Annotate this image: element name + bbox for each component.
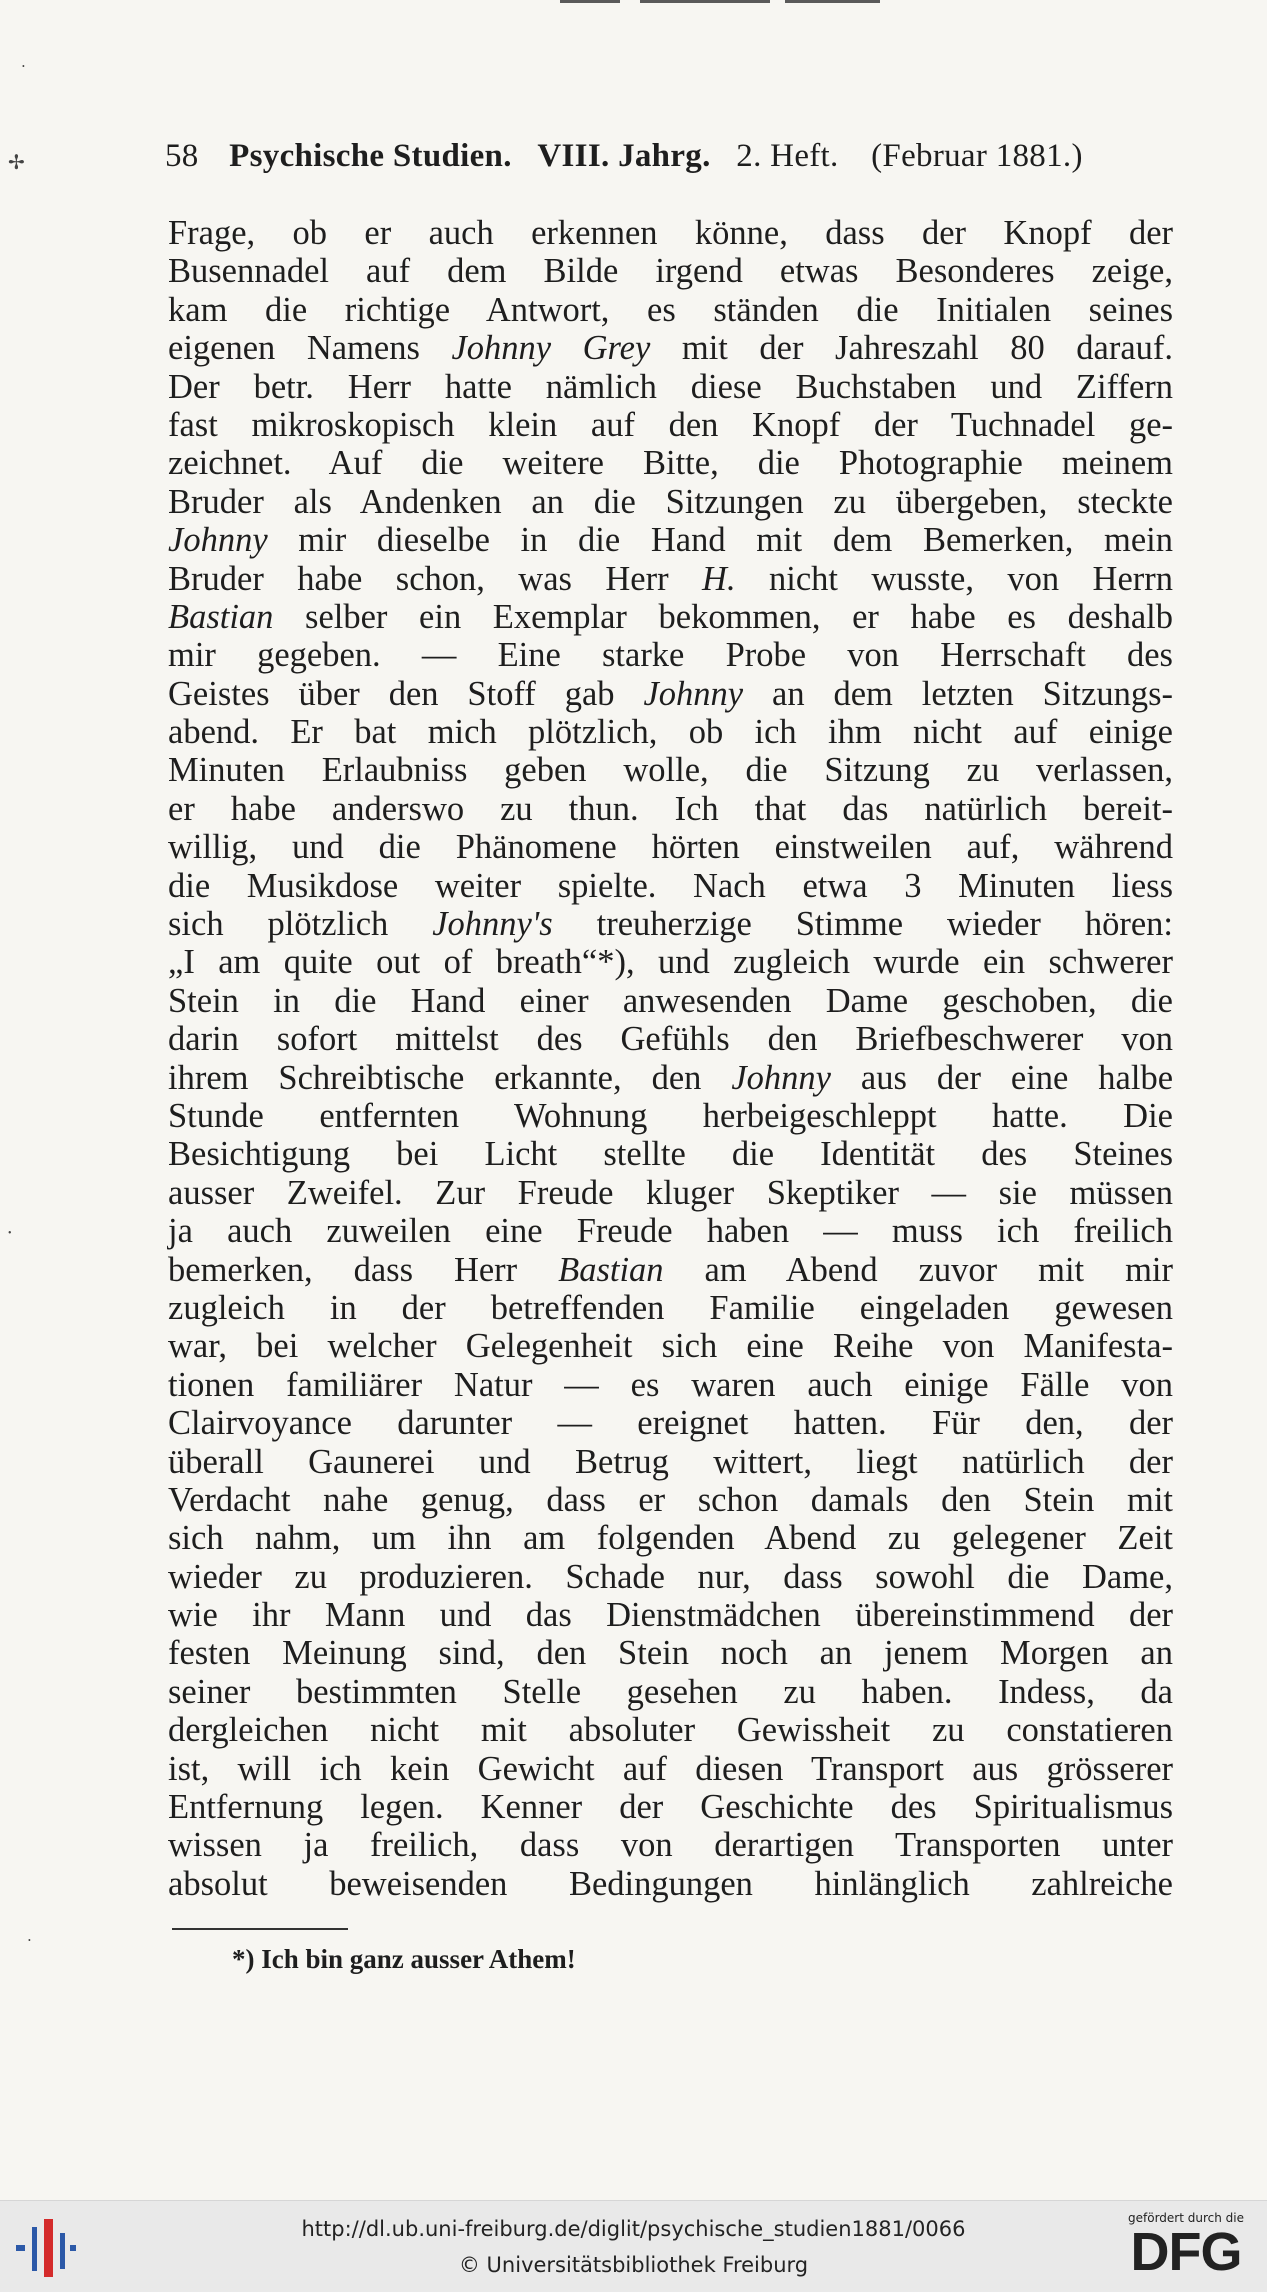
text-line: Bruder als Andenken an die Sitzungen zu übergeben, steckte <box>168 482 1173 521</box>
text-line: sich nahm, um ihn am folgenden Abend zu gelegener Zeit <box>168 1519 1173 1558</box>
text-line: Johnny mir dieselbe in die Hand mit dem Bemerken, mein <box>168 521 1173 560</box>
margin-dot: • <box>22 62 25 71</box>
page-url[interactable]: http://dl.ub.uni-freiburg.de/diglit/psychische_studien1881/0066 <box>301 2217 966 2241</box>
text-line: ausser Zweifel. Zur Freude kluger Skeptiker — sie müssen <box>168 1173 1173 1212</box>
text-line: Bastian selber ein Exemplar bekommen, er habe es deshalb <box>168 597 1173 636</box>
italic-name: Bastian <box>168 597 274 636</box>
text-line: fast mikroskopisch klein auf den Knopf der Tuchnadel ge- <box>168 405 1173 444</box>
text-line: Verdacht nahe genug, dass er schon damals den Stein mit <box>168 1480 1173 1519</box>
text-line: Stein in die Hand einer anwesenden Dame geschoben, die <box>168 981 1173 1020</box>
footer-bar <box>0 2200 1267 2292</box>
italic-name: Bastian <box>558 1250 664 1289</box>
text-line: Frage, ob er auch erkennen könne, dass der Knopf der <box>168 214 1173 252</box>
italic-name: Johnny <box>731 1058 831 1097</box>
body-text <box>168 214 1173 1903</box>
text-line: darin sofort mittelst des Gefühls den Briefbeschwerer von <box>168 1020 1173 1059</box>
margin-dot: • <box>28 1936 31 1945</box>
text-line: ist, will ich kein Gewicht auf diesen Transport aus grösserer <box>168 1749 1173 1788</box>
text-line: ja auch zuweilen eine Freude haben — muss ich freilich <box>168 1212 1173 1251</box>
text-line: die Musikdose weiter spielte. Nach etwa 3 Minuten liess <box>168 866 1173 905</box>
text-line: kam die richtige Antwort, es ständen die Initialen seines <box>168 290 1173 329</box>
text-line: absolut beweisenden Bedingungen hinlänglich zahlreiche <box>168 1864 1173 1903</box>
italic-name: Johnny <box>168 521 268 560</box>
text-line: ihrem Schreibtische erkannte, den Johnny aus der eine halbe <box>168 1058 1174 1097</box>
text-line: Stunde entfernten Wohnung herbeigeschleppt hatte. Die <box>168 1096 1173 1135</box>
text-line: war, bei welcher Gelegenheit sich eine Reihe von Manifesta- <box>168 1327 1173 1366</box>
text-line: wieder zu produzieren. Schade nur, dass sowohl die Dame, <box>168 1557 1173 1596</box>
margin-dot: • <box>8 1228 12 1239</box>
text-line: zeichnet. Auf die weitere Bitte, die Photographie meinem <box>168 444 1173 483</box>
top-edge-rule <box>560 0 880 6</box>
text-line: Besichtigung bei Licht stellte die Identität des Steines <box>168 1135 1173 1174</box>
text-line: mir gegeben. — Eine starke Probe von Herrschaft des <box>168 636 1173 675</box>
text-line: Minuten Erlaubniss geben wolle, die Sitzung zu verlassen, <box>168 751 1173 790</box>
running-header <box>165 138 1175 175</box>
issue-date: (Februar 1881.) <box>871 138 1083 174</box>
funding-note: gefördert durch die <box>1128 2211 1244 2225</box>
text-line: seiner bestimmten Stelle gesehen zu haben. Indess, da <box>168 1672 1173 1711</box>
text-line: festen Meinung sind, den Stein noch an jenem Morgen an <box>168 1634 1173 1673</box>
text-line: Geistes über den Stoff gab Johnny an dem letzten Sitzungs- <box>168 674 1173 713</box>
text-line: zugleich in der betreffenden Familie eingeladen gewesen <box>168 1288 1173 1327</box>
volume: VIII. Jahrg. <box>537 138 711 174</box>
text-line: dergleichen nicht mit absoluter Gewissheit zu constatieren <box>168 1711 1173 1750</box>
text-line: Busennadel auf dem Bilde irgend etwas Besonderes zeige, <box>168 252 1173 291</box>
text-line: Bruder habe schon, was Herr H. nicht wusste, von Herrn <box>168 559 1174 598</box>
journal-title: Psychische Studien. <box>229 138 512 174</box>
text-line: überall Gaunerei und Betrug wittert, liegt natürlich der <box>168 1442 1173 1481</box>
text-line: abend. Er bat mich plötzlich, ob ich ihm nicht auf einige <box>168 713 1173 752</box>
text-line: willig, und die Phänomene hörten einstweilen auf, während <box>168 828 1173 867</box>
dfg-wordmark: DFG <box>1130 2222 1242 2282</box>
text-line: Entfernung legen. Kenner der Geschichte des Spiritualismus <box>168 1788 1173 1827</box>
issue: 2. Heft. <box>736 138 839 174</box>
text-line: Der betr. Herr hatte nämlich diese Buchstaben und Ziffern <box>168 367 1173 406</box>
italic-name: H. <box>702 559 736 598</box>
footnote: *) Ich bin ganz ausser Athem! <box>232 1944 576 1974</box>
text-line: „I am quite out of breath“*), und zugleich wurde ein schwerer <box>168 943 1173 982</box>
text-line: er habe anderswo zu thun. Ich that das natürlich bereit- <box>168 789 1173 828</box>
page-number: 58 <box>165 138 199 174</box>
text-line: wie ihr Mann und das Dienstmädchen übereinstimmend der <box>168 1596 1173 1635</box>
text-line: wissen ja freilich, dass von derartigen Transporten unter <box>168 1826 1173 1865</box>
text-line: eigenen Namens Johnny Grey mit der Jahreszahl 80 darauf. <box>168 329 1174 368</box>
italic-name: Johnny's <box>432 905 553 944</box>
text-line: sich plötzlich Johnny's treuherzige Stimme wieder hören: <box>168 905 1173 944</box>
text-line: Clairvoyance darunter — ereignet hatten. Für den, der <box>168 1404 1173 1443</box>
italic-name: Johnny <box>643 674 744 713</box>
text-line: tionen familiärer Natur — es waren auch einige Fälle von <box>168 1365 1173 1404</box>
copyright-notice: © Universitätsbibliothek Freiburg <box>458 2253 809 2277</box>
italic-name: Johnny Grey <box>451 329 651 368</box>
text-line: bemerken, dass Herr Bastian am Abend zuvor mit mir <box>168 1250 1173 1289</box>
dfg-logo <box>1121 2211 1251 2282</box>
footnote-rule <box>172 1928 348 1930</box>
margin-mark: ✢ <box>8 152 25 174</box>
